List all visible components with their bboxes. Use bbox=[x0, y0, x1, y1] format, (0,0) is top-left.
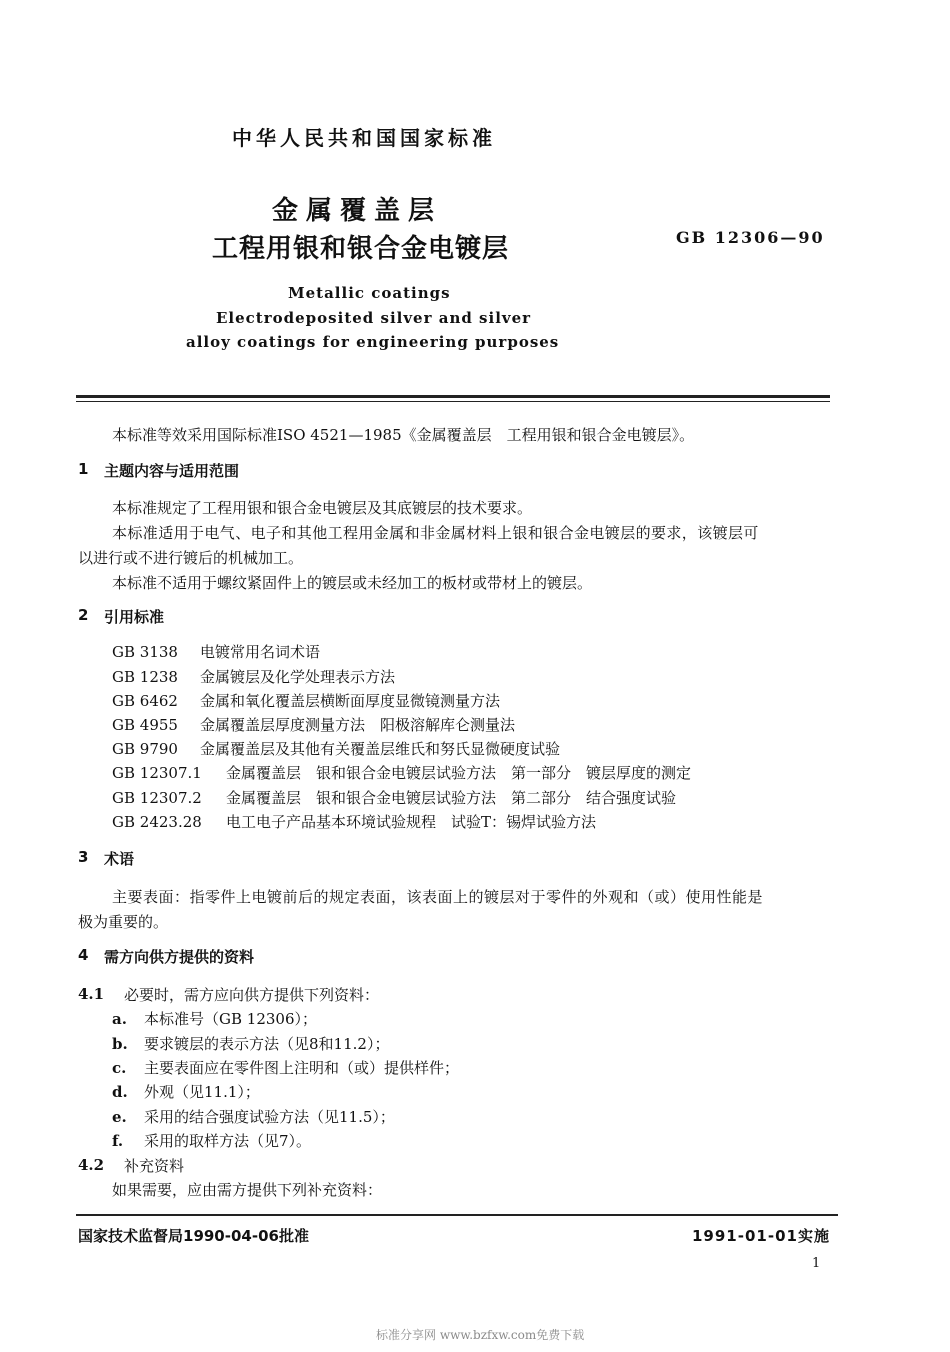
footer-rule bbox=[76, 1214, 838, 1216]
reference-code: GB 4955 bbox=[112, 716, 178, 734]
reference-title: 金属覆盖层厚度测量方法 阳极溶解库仑测量法 bbox=[200, 716, 516, 734]
standard-number: GB 12306—90 bbox=[676, 228, 825, 247]
list-item bbox=[112, 1056, 459, 1080]
list-item bbox=[112, 1007, 317, 1031]
section-1-paragraph: 本标准适用于电气、电子和其他工程用金属和非金属材料上银和银合金电镀层的要求，该镀层可 bbox=[112, 524, 759, 542]
effective-date: 1991-01-01实施 bbox=[692, 1227, 830, 1245]
section-3-number: 3 bbox=[78, 848, 89, 866]
reference-row bbox=[112, 737, 560, 761]
reference-row bbox=[112, 665, 395, 689]
reference-row bbox=[112, 713, 515, 737]
section-2-title: 引用标准 bbox=[104, 608, 165, 626]
list-item-label: d. bbox=[112, 1083, 128, 1101]
list-item bbox=[112, 1080, 260, 1104]
list-item bbox=[112, 1129, 311, 1153]
list-item-text: 外观（见11.1）； bbox=[144, 1083, 260, 1101]
list-item-text: 主要表面应在零件图上注明和（或）提供样件； bbox=[144, 1059, 460, 1077]
reference-row bbox=[112, 761, 691, 785]
reference-row bbox=[112, 689, 500, 713]
reference-title: 金属和氧化覆盖层横断面厚度显微镜测量方法 bbox=[200, 692, 501, 710]
subsection-4-2-title: 补充资料 bbox=[124, 1157, 185, 1175]
section-3-definition-line: 极为重要的。 bbox=[78, 913, 169, 931]
reference-title: 金属覆盖层 银和银合金电镀层试验方法 第一部分 镀层厚度的测定 bbox=[226, 764, 692, 782]
list-item-label: f. bbox=[112, 1132, 124, 1150]
list-item bbox=[112, 1032, 389, 1056]
list-item-text: 采用的结合强度试验方法（见11.5）； bbox=[144, 1108, 395, 1126]
subsection-4-2-text: 如果需要，应由需方提供下列补充资料： bbox=[112, 1181, 383, 1199]
section-1-paragraph: 本标准不适用于螺纹紧固件上的镀层或未经加工的板材或带材上的镀层。 bbox=[112, 574, 593, 592]
reference-code: GB 12307.1 bbox=[112, 764, 202, 782]
header-rule-thin bbox=[76, 401, 830, 402]
list-item bbox=[112, 1105, 395, 1129]
approval-date: 国家技术监督局1990-04-06批准 bbox=[78, 1227, 309, 1245]
reference-title: 电工电子产品基本环境试验规程 试验T：锡焊试验方法 bbox=[226, 813, 597, 831]
list-item-label: c. bbox=[112, 1059, 127, 1077]
section-4-number: 4 bbox=[78, 946, 89, 964]
section-1-number: 1 bbox=[78, 460, 89, 478]
reference-code: GB 2423.28 bbox=[112, 813, 202, 831]
subsection-4-2-number: 4.2 bbox=[78, 1156, 105, 1174]
list-item-text: 要求镀层的表示方法（见8和11.2）； bbox=[144, 1035, 390, 1053]
reference-title: 电镀常用名词术语 bbox=[200, 643, 321, 661]
national-standard-heading: 中华人民共和国国家标准 bbox=[232, 126, 496, 150]
intro-paragraph: 本标准等效采用国际标准ISO 4521—1985《金属覆盖层 工程用银和银合金电镀层》。 bbox=[112, 426, 695, 444]
section-4-title: 需方向供方提供的资料 bbox=[104, 948, 255, 966]
section-3-title: 术语 bbox=[104, 850, 135, 868]
section-1-title: 主题内容与适用范围 bbox=[104, 462, 240, 480]
section-3-definition-line: 主要表面：指零件上电镀前后的规定表面，该表面上的镀层对于零件的外观和（或）使用性能是 bbox=[112, 888, 764, 906]
section-1-paragraph: 以进行或不进行镀后的机械加工。 bbox=[78, 549, 304, 567]
subsection-4-1-text: 必要时，需方应向供方提供下列资料： bbox=[124, 986, 380, 1004]
section-1-paragraph: 本标准规定了工程用银和银合金电镀层及其底镀层的技术要求。 bbox=[112, 499, 533, 517]
list-item-label: a. bbox=[112, 1010, 127, 1028]
subsection-4-1-number: 4.1 bbox=[78, 985, 105, 1003]
english-title-line-3: alloy coatings for engineering purposes bbox=[186, 333, 560, 351]
list-item-label: b. bbox=[112, 1035, 128, 1053]
list-item-label: e. bbox=[112, 1108, 127, 1126]
reference-code: GB 9790 bbox=[112, 740, 178, 758]
reference-row bbox=[112, 786, 676, 810]
english-title-line-2: Electrodeposited silver and silver bbox=[216, 309, 532, 327]
reference-code: GB 1238 bbox=[112, 668, 178, 686]
page-number: 1 bbox=[812, 1256, 821, 1271]
title-line-1: 金属覆盖层 bbox=[272, 196, 443, 226]
english-title-line-1: Metallic coatings bbox=[288, 284, 451, 302]
list-item-text: 本标准号（GB 12306）； bbox=[144, 1010, 317, 1028]
reference-title: 金属镀层及化学处理表示方法 bbox=[200, 668, 396, 686]
reference-code: GB 12307.2 bbox=[112, 789, 202, 807]
list-item-text: 采用的取样方法（见7）。 bbox=[144, 1132, 312, 1150]
reference-title: 金属覆盖层及其他有关覆盖层维氏和努氏显微硬度试验 bbox=[200, 740, 561, 758]
section-2-number: 2 bbox=[78, 606, 89, 624]
watermark-footer: 标准分享网 www.bzfxw.com免费下载 bbox=[376, 1328, 585, 1342]
reference-row bbox=[112, 810, 596, 834]
reference-title: 金属覆盖层 银和银合金电镀层试验方法 第二部分 结合强度试验 bbox=[226, 789, 677, 807]
title-line-2: 工程用银和银合金电镀层 bbox=[212, 234, 510, 264]
header-rule-thick bbox=[76, 395, 830, 398]
reference-row bbox=[112, 640, 320, 664]
reference-code: GB 3138 bbox=[112, 643, 178, 661]
reference-code: GB 6462 bbox=[112, 692, 178, 710]
